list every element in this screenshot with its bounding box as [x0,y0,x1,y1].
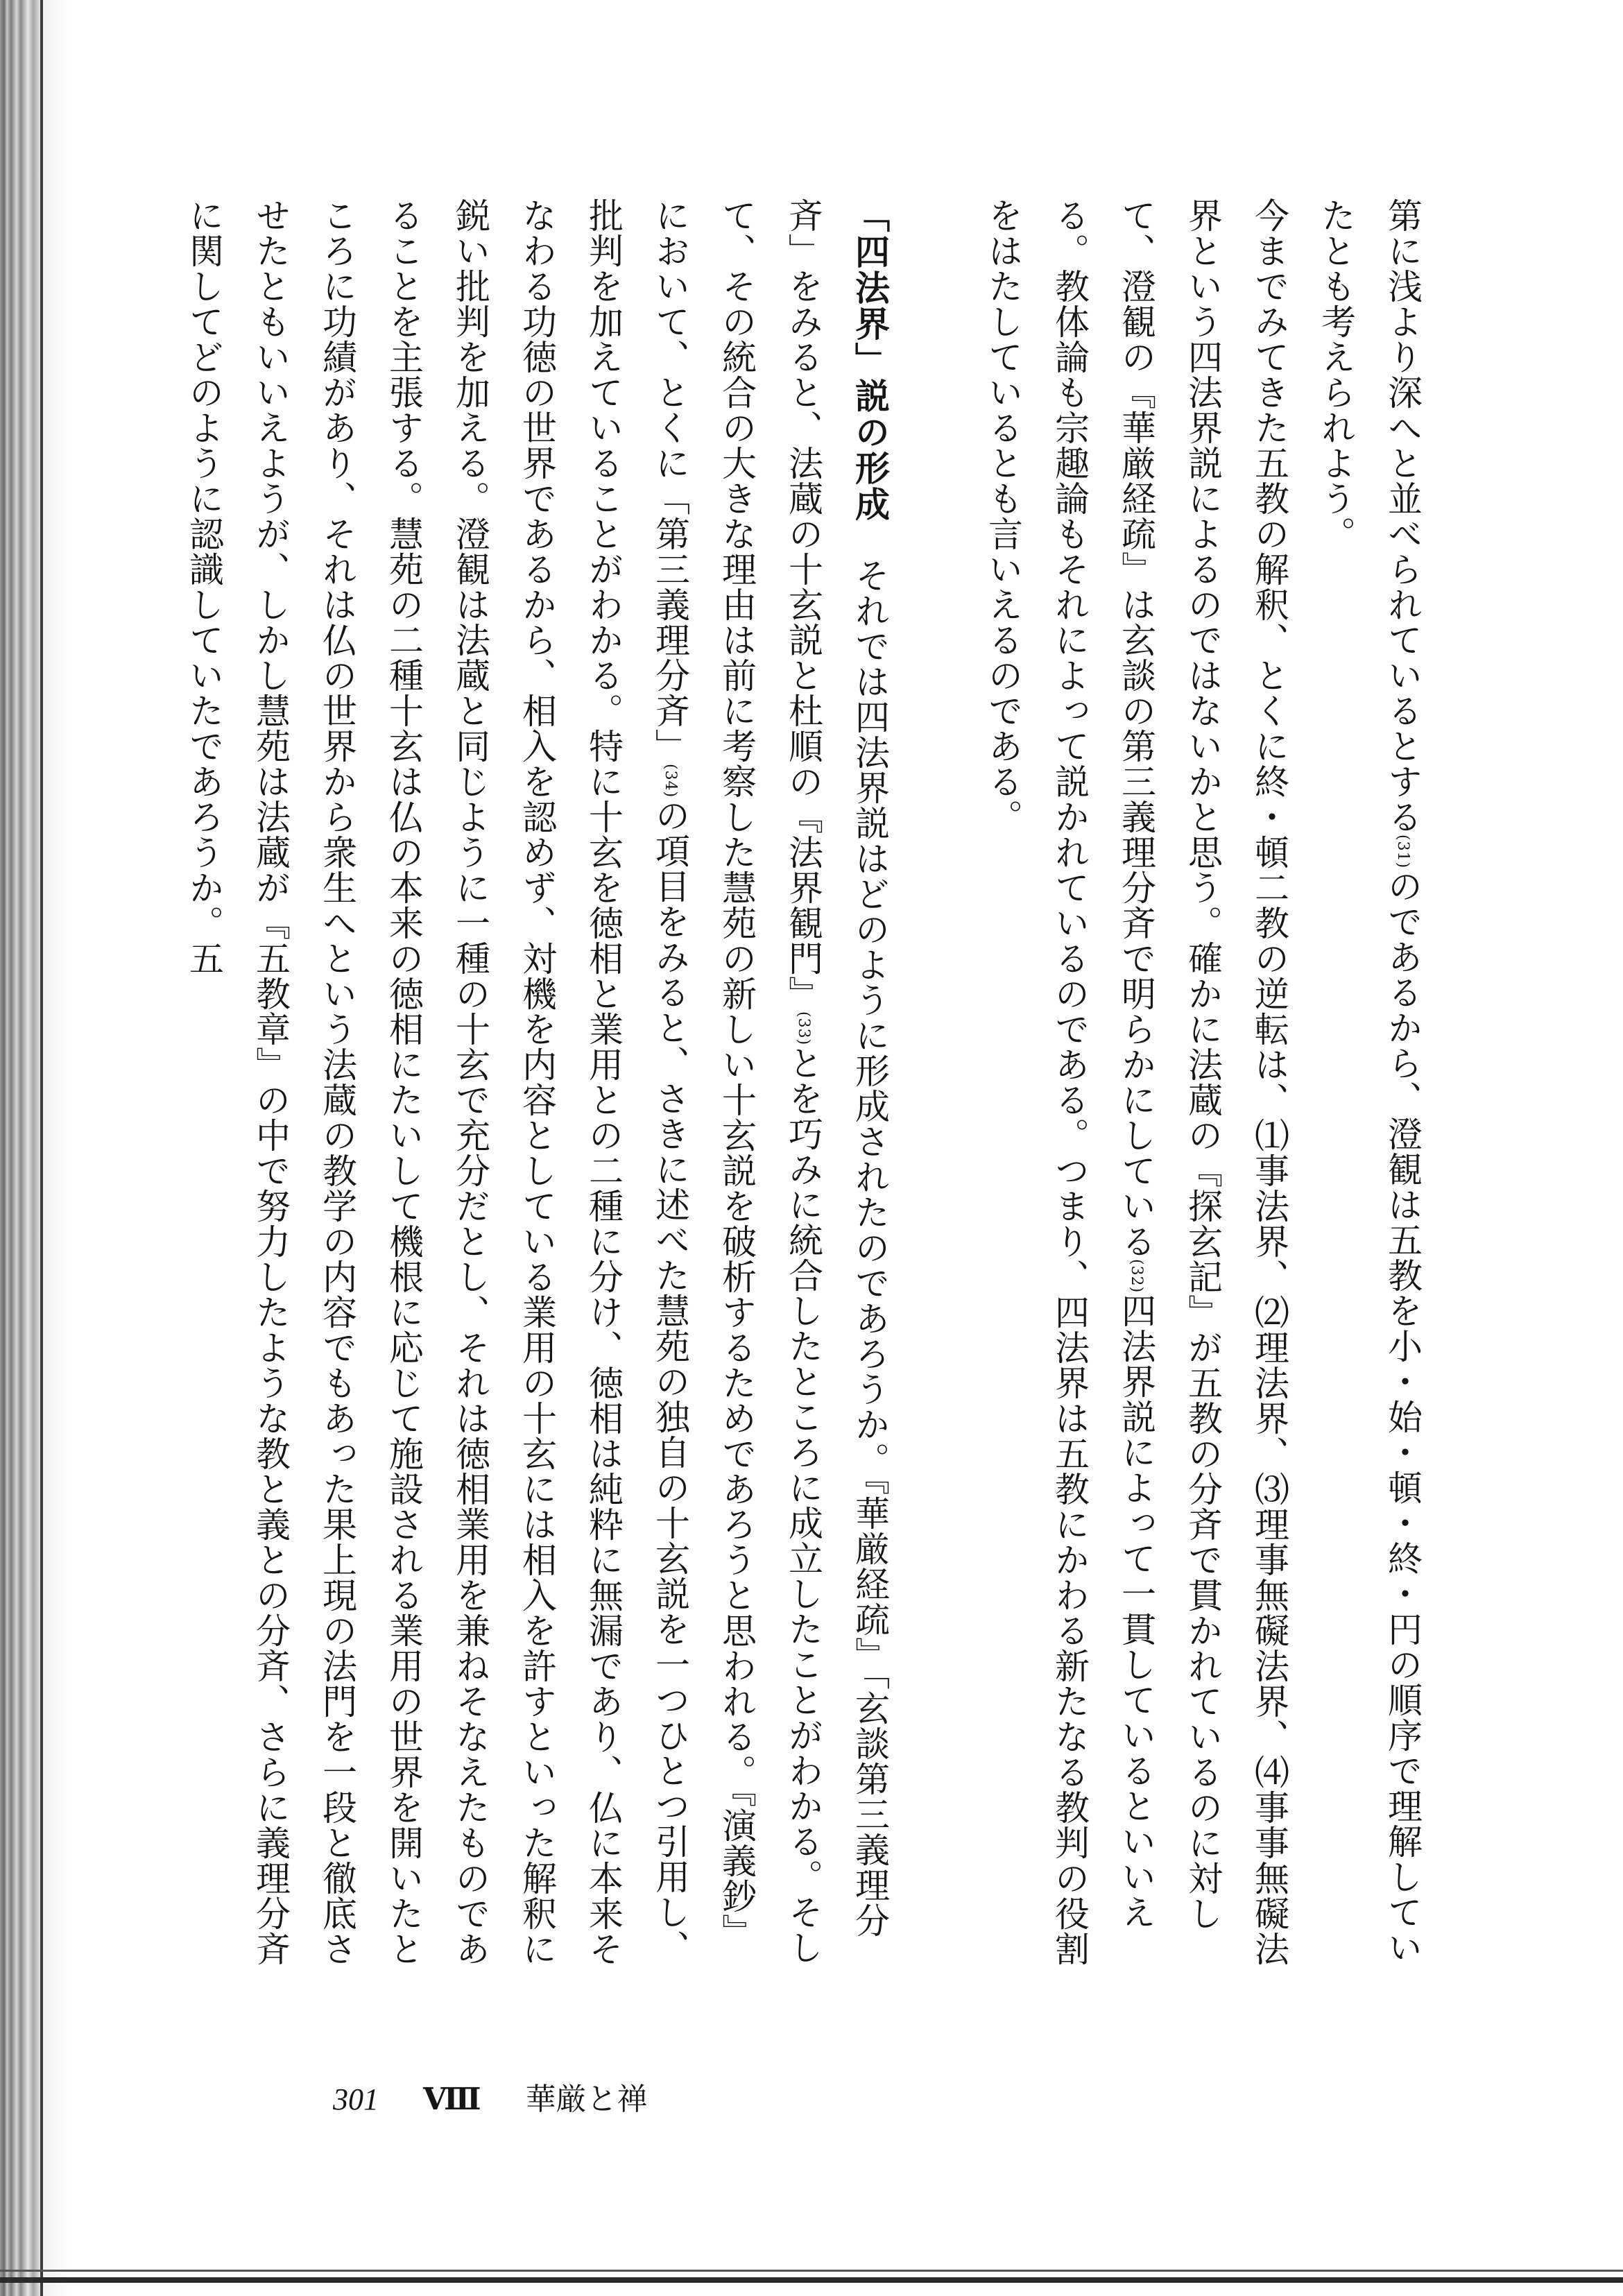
paragraph-2-text-a: 今までみてきた五教の解釈、とくに終・頓二教の逆転は、⑴事法界、⑵理法界、⑶理事無礙法界、⑷事事無礙法界という四法界説によるのではないかと思う。確かに法蔵の『探玄記』が五教の分斉で貫かれているのに対して、澄観の『華厳経疏』は玄談の第三義理分斉で明らかにしている [1116,198,1289,1967]
note-ref-34: (34) [662,764,679,798]
note-ref-33: (33) [795,1011,812,1046]
bottom-edge [0,2277,1623,2283]
body-text [184,198,1436,1973]
note-ref-32: (32) [1128,1259,1145,1294]
bottom-edge-line [0,2270,1623,2272]
paragraph-3-text-b: とを巧みに統合したところに成立したことがわかる。そして、その統合の大きな理由は前に考察した慧苑の新しい十玄説を破析するためであろうと思われる。『演義鈔』において、とくに「第三義理分斉」 [650,198,823,1966]
chapter-numeral: Ⅷ [423,2082,481,2117]
page-binding-edge [0,0,69,2296]
paragraph-3-text-a: それでは四法界説はどのように形成されたのであろうか。『華厳経疏』「玄談第三義理分斉」をみると、法蔵の十玄説と杜順の『法界観門』 [783,198,890,1938]
paragraph-2 [970,198,1303,1973]
page-footer [333,2074,648,2118]
section-heading: 「四法界」説の形成 [850,198,890,522]
paragraph-1 [1303,198,1436,1973]
paragraph-2-text-b: 四法界説によって一貫しているといいえる。教体論も宗趣論もそれによって説かれているのである。つまり、四法界は五教にかわる新たなる教判の役割をはたしているとも言いえるのである。 [983,198,1156,1967]
paragraph-gap [903,198,970,1973]
paragraph-1-text-a: 第に浅より深へと並べられているとする [1382,198,1423,834]
note-ref-31: (31) [1394,834,1411,869]
chapter-title: 華厳と禅 [525,2082,648,2117]
paragraph-3 [171,198,903,1973]
page-number: 301 [333,2082,379,2116]
paragraph-1-text-b: のであるから、澄観は五教を小・始・頓・終・円の順序で理解していたとも考えられよう。 [1316,198,1423,1966]
paragraph-3-text-c: の項目をみると、さきに述べた慧苑の独自の十玄説を一つひとつ引用し、批判を加えていることがわかる。特に十玄を徳相と業用との二種に分け、徳相は純粋に無漏であり、仏に本来そなわる功徳の世界であるから、相入を認めず、対機を内容としている業用の十玄には相入を許すといった解釈に鋭い批判を加える。澄観は法蔵と同じように一種の十玄で充分だとし、それは徳相業用を兼ねそなえたものであることを主張する。慧苑の二種十玄は仏の本来の徳相にたいして機根に応じて施設される業用の世界を開いたところに功績があり、それは仏の世界から衆生へという法蔵の教学の内容でもあった果上現の法門を一段と徹底させたともいいえようが、しかし慧苑は法蔵が『五教章』の中で努力したような教と義との分斉、さらに義理分斉に関してどのように認識していたであろうか。五 [184,198,690,1967]
